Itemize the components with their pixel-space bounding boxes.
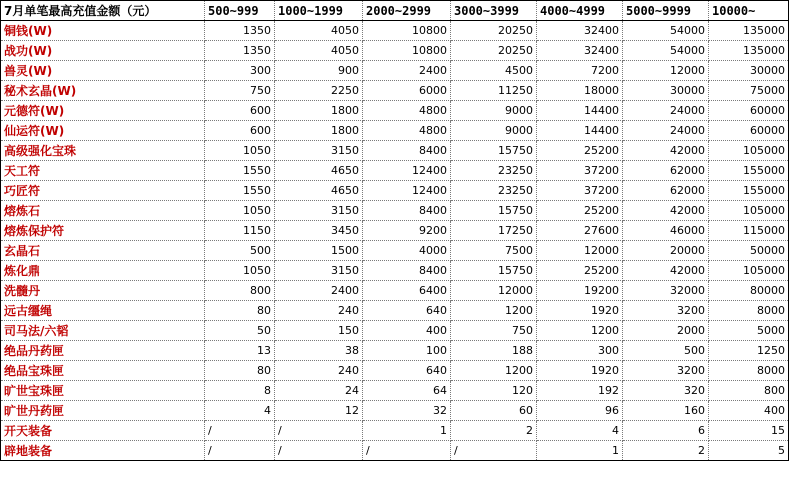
- value-cell[interactable]: 750: [451, 321, 537, 341]
- value-cell[interactable]: 9200: [363, 221, 451, 241]
- value-cell[interactable]: 1350: [205, 21, 275, 41]
- value-cell[interactable]: 4500: [451, 61, 537, 81]
- value-cell[interactable]: 800: [709, 381, 789, 401]
- item-name-cell[interactable]: 秘术玄晶(W): [1, 81, 205, 101]
- value-cell[interactable]: 25200: [537, 201, 623, 221]
- value-cell[interactable]: 6400: [363, 281, 451, 301]
- value-cell[interactable]: 25200: [537, 141, 623, 161]
- value-cell[interactable]: 24: [275, 381, 363, 401]
- value-cell[interactable]: 15750: [451, 201, 537, 221]
- value-cell[interactable]: 80: [205, 301, 275, 321]
- value-cell[interactable]: 4050: [275, 21, 363, 41]
- value-cell[interactable]: 32400: [537, 21, 623, 41]
- value-cell[interactable]: 96: [537, 401, 623, 421]
- value-cell[interactable]: 240: [275, 301, 363, 321]
- table-row: [1, 381, 789, 401]
- value-cell[interactable]: 10800: [363, 21, 451, 41]
- value-cell[interactable]: 640: [363, 301, 451, 321]
- value-cell[interactable]: 3200: [623, 361, 709, 381]
- value-cell[interactable]: 600: [205, 121, 275, 141]
- value-cell[interactable]: 5000: [709, 321, 789, 341]
- value-cell[interactable]: 14400: [537, 101, 623, 121]
- value-cell[interactable]: 1550: [205, 161, 275, 181]
- value-cell[interactable]: 2000: [623, 321, 709, 341]
- value-cell[interactable]: 500: [623, 341, 709, 361]
- value-cell[interactable]: 155000: [709, 161, 789, 181]
- value-cell[interactable]: 188: [451, 341, 537, 361]
- value-cell[interactable]: 1: [363, 421, 451, 441]
- value-cell[interactable]: 115000: [709, 221, 789, 241]
- table-row: [1, 81, 789, 101]
- value-cell[interactable]: 37200: [537, 181, 623, 201]
- value-cell[interactable]: 400: [363, 321, 451, 341]
- value-cell[interactable]: 15750: [451, 141, 537, 161]
- value-cell[interactable]: 192: [537, 381, 623, 401]
- item-name-cell[interactable]: 绝品丹药匣: [1, 341, 205, 361]
- value-cell[interactable]: 60: [451, 401, 537, 421]
- table-row: [1, 281, 789, 301]
- table-row: [1, 121, 789, 141]
- value-cell[interactable]: 13: [205, 341, 275, 361]
- value-cell[interactable]: 12400: [363, 181, 451, 201]
- value-cell[interactable]: 3200: [623, 301, 709, 321]
- value-cell[interactable]: 105000: [709, 261, 789, 281]
- value-cell[interactable]: 7500: [451, 241, 537, 261]
- value-cell[interactable]: 400: [709, 401, 789, 421]
- value-cell[interactable]: 12400: [363, 161, 451, 181]
- table-row: [1, 261, 789, 281]
- value-cell[interactable]: 62000: [623, 181, 709, 201]
- header-cell[interactable]: 500~999: [205, 1, 275, 21]
- value-cell[interactable]: 42000: [623, 141, 709, 161]
- value-cell[interactable]: 12000: [623, 61, 709, 81]
- value-cell[interactable]: 1050: [205, 201, 275, 221]
- item-name-cell[interactable]: 元德符(W): [1, 101, 205, 121]
- value-cell[interactable]: 320: [623, 381, 709, 401]
- table-body: [1, 21, 789, 461]
- header-cell[interactable]: 10000~: [709, 1, 789, 21]
- item-name-cell[interactable]: 绝品宝珠匣: [1, 361, 205, 381]
- value-cell[interactable]: 160: [623, 401, 709, 421]
- value-cell[interactable]: 38: [275, 341, 363, 361]
- table-row: [1, 221, 789, 241]
- value-cell[interactable]: 3150: [275, 201, 363, 221]
- value-cell[interactable]: 2: [623, 441, 709, 461]
- header-cell[interactable]: 7月单笔最高充值金额（元）: [1, 1, 205, 21]
- table-row: [1, 421, 789, 441]
- value-cell[interactable]: 7200: [537, 61, 623, 81]
- value-cell[interactable]: 9000: [451, 101, 537, 121]
- value-cell[interactable]: 6000: [363, 81, 451, 101]
- value-cell[interactable]: 75000: [709, 81, 789, 101]
- header-cell[interactable]: 1000~1999: [275, 1, 363, 21]
- table-row: [1, 201, 789, 221]
- value-cell[interactable]: 900: [275, 61, 363, 81]
- value-cell[interactable]: 27600: [537, 221, 623, 241]
- value-cell[interactable]: 1: [537, 441, 623, 461]
- value-cell[interactable]: 4800: [363, 101, 451, 121]
- item-name-cell[interactable]: 炼化鼎: [1, 261, 205, 281]
- value-cell[interactable]: 8400: [363, 261, 451, 281]
- value-cell[interactable]: 10800: [363, 41, 451, 61]
- value-cell[interactable]: 32400: [537, 41, 623, 61]
- value-cell[interactable]: 80000: [709, 281, 789, 301]
- item-name-cell[interactable]: 旷世宝珠匣: [1, 381, 205, 401]
- item-name-cell[interactable]: 辟地装备: [1, 441, 205, 461]
- value-cell[interactable]: 750: [205, 81, 275, 101]
- value-cell[interactable]: 4650: [275, 181, 363, 201]
- table-row: [1, 181, 789, 201]
- value-cell[interactable]: 23250: [451, 181, 537, 201]
- value-cell[interactable]: /: [451, 441, 537, 461]
- table-row: [1, 441, 789, 461]
- value-cell[interactable]: 155000: [709, 181, 789, 201]
- value-cell[interactable]: 1920: [537, 301, 623, 321]
- header-cell[interactable]: 4000~4999: [537, 1, 623, 21]
- value-cell[interactable]: 6: [623, 421, 709, 441]
- value-cell[interactable]: 17250: [451, 221, 537, 241]
- value-cell[interactable]: 11250: [451, 81, 537, 101]
- header-cell[interactable]: 5000~9999: [623, 1, 709, 21]
- table-row: [1, 161, 789, 181]
- item-name-cell[interactable]: 熔炼保护符: [1, 221, 205, 241]
- table-row: [1, 61, 789, 81]
- value-cell[interactable]: 54000: [623, 41, 709, 61]
- value-cell[interactable]: 105000: [709, 141, 789, 161]
- value-cell[interactable]: 8400: [363, 141, 451, 161]
- item-name-cell[interactable]: 玄晶石: [1, 241, 205, 261]
- value-cell[interactable]: 135000: [709, 21, 789, 41]
- value-cell[interactable]: /: [275, 421, 363, 441]
- value-cell[interactable]: 32000: [623, 281, 709, 301]
- value-cell[interactable]: 8400: [363, 201, 451, 221]
- value-cell[interactable]: /: [363, 441, 451, 461]
- value-cell[interactable]: 2400: [363, 61, 451, 81]
- value-cell[interactable]: 300: [537, 341, 623, 361]
- value-cell[interactable]: 240: [275, 361, 363, 381]
- value-cell[interactable]: 12: [275, 401, 363, 421]
- value-cell[interactable]: 1250: [709, 341, 789, 361]
- value-cell[interactable]: 4050: [275, 41, 363, 61]
- value-cell[interactable]: 4: [537, 421, 623, 441]
- header-cell[interactable]: 2000~2999: [363, 1, 451, 21]
- value-cell[interactable]: 18000: [537, 81, 623, 101]
- table-row: [1, 241, 789, 261]
- item-name-cell[interactable]: 旷世丹药匣: [1, 401, 205, 421]
- item-name-cell[interactable]: 高级强化宝珠: [1, 141, 205, 161]
- value-cell[interactable]: 5: [709, 441, 789, 461]
- value-cell[interactable]: 14400: [537, 121, 623, 141]
- value-cell[interactable]: 60000: [709, 101, 789, 121]
- value-cell[interactable]: 120: [451, 381, 537, 401]
- value-cell[interactable]: 20250: [451, 21, 537, 41]
- table-row: [1, 141, 789, 161]
- item-name-cell[interactable]: 司马法/六韬: [1, 321, 205, 341]
- value-cell[interactable]: 105000: [709, 201, 789, 221]
- value-cell[interactable]: 15750: [451, 261, 537, 281]
- value-cell[interactable]: 4: [205, 401, 275, 421]
- value-cell[interactable]: 600: [205, 101, 275, 121]
- item-name-cell[interactable]: 熔炼石: [1, 201, 205, 221]
- value-cell[interactable]: 135000: [709, 41, 789, 61]
- value-cell[interactable]: /: [275, 441, 363, 461]
- value-cell[interactable]: 1050: [205, 261, 275, 281]
- value-cell[interactable]: 2250: [275, 81, 363, 101]
- value-cell[interactable]: 23250: [451, 161, 537, 181]
- value-cell[interactable]: 54000: [623, 21, 709, 41]
- value-cell[interactable]: 19200: [537, 281, 623, 301]
- value-cell[interactable]: 32: [363, 401, 451, 421]
- value-cell[interactable]: 800: [205, 281, 275, 301]
- table-row: [1, 361, 789, 381]
- value-cell[interactable]: 3150: [275, 261, 363, 281]
- value-cell[interactable]: 50: [205, 321, 275, 341]
- value-cell[interactable]: 30000: [623, 81, 709, 101]
- value-cell[interactable]: 80: [205, 361, 275, 381]
- table-row: [1, 321, 789, 341]
- value-cell[interactable]: 8000: [709, 361, 789, 381]
- item-name-cell[interactable]: 开天装备: [1, 421, 205, 441]
- value-cell[interactable]: 46000: [623, 221, 709, 241]
- value-cell[interactable]: 1550: [205, 181, 275, 201]
- value-cell[interactable]: /: [205, 421, 275, 441]
- value-cell[interactable]: 42000: [623, 201, 709, 221]
- item-name-cell[interactable]: 巧匠符: [1, 181, 205, 201]
- value-cell[interactable]: 4650: [275, 161, 363, 181]
- value-cell[interactable]: 60000: [709, 121, 789, 141]
- table-row: [1, 341, 789, 361]
- value-cell[interactable]: 64: [363, 381, 451, 401]
- table-row: [1, 101, 789, 121]
- value-cell[interactable]: 25200: [537, 261, 623, 281]
- value-cell[interactable]: 2400: [275, 281, 363, 301]
- value-cell[interactable]: 640: [363, 361, 451, 381]
- value-cell[interactable]: 3150: [275, 141, 363, 161]
- value-cell[interactable]: 4000: [363, 241, 451, 261]
- value-cell[interactable]: 1200: [451, 301, 537, 321]
- value-cell[interactable]: 12000: [537, 241, 623, 261]
- value-cell[interactable]: 24000: [623, 121, 709, 141]
- value-cell[interactable]: 1050: [205, 141, 275, 161]
- value-cell[interactable]: 8: [205, 381, 275, 401]
- value-cell[interactable]: 1500: [275, 241, 363, 261]
- value-cell[interactable]: 12000: [451, 281, 537, 301]
- table-row: [1, 21, 789, 41]
- value-cell[interactable]: 9000: [451, 121, 537, 141]
- value-cell[interactable]: 37200: [537, 161, 623, 181]
- value-cell[interactable]: 42000: [623, 261, 709, 281]
- value-cell[interactable]: 3450: [275, 221, 363, 241]
- table-row: [1, 301, 789, 321]
- value-cell[interactable]: 150: [275, 321, 363, 341]
- value-cell[interactable]: 1150: [205, 221, 275, 241]
- table-row: [1, 41, 789, 61]
- value-cell[interactable]: 20250: [451, 41, 537, 61]
- value-cell[interactable]: 20000: [623, 241, 709, 261]
- header-row: [1, 1, 789, 21]
- value-cell[interactable]: 1200: [451, 361, 537, 381]
- item-name-cell[interactable]: 战功(W): [1, 41, 205, 61]
- value-cell[interactable]: 1800: [275, 121, 363, 141]
- value-cell[interactable]: 1350: [205, 41, 275, 61]
- value-cell[interactable]: 1800: [275, 101, 363, 121]
- value-cell[interactable]: 500: [205, 241, 275, 261]
- value-cell[interactable]: 62000: [623, 161, 709, 181]
- value-cell[interactable]: 300: [205, 61, 275, 81]
- value-cell[interactable]: 1920: [537, 361, 623, 381]
- value-cell[interactable]: 8000: [709, 301, 789, 321]
- item-name-cell[interactable]: 仙运符(W): [1, 121, 205, 141]
- value-cell[interactable]: /: [205, 441, 275, 461]
- item-name-cell[interactable]: 兽灵(W): [1, 61, 205, 81]
- value-cell[interactable]: 50000: [709, 241, 789, 261]
- value-cell[interactable]: 15: [709, 421, 789, 441]
- value-cell[interactable]: 30000: [709, 61, 789, 81]
- item-name-cell[interactable]: 铜钱(W): [1, 21, 205, 41]
- value-cell[interactable]: 1200: [537, 321, 623, 341]
- item-name-cell[interactable]: 洗髓丹: [1, 281, 205, 301]
- value-cell[interactable]: 2: [451, 421, 537, 441]
- value-cell[interactable]: 4800: [363, 121, 451, 141]
- item-name-cell[interactable]: 远古缰绳: [1, 301, 205, 321]
- table-row: [1, 401, 789, 421]
- item-name-cell[interactable]: 天工符: [1, 161, 205, 181]
- value-cell[interactable]: 24000: [623, 101, 709, 121]
- header-cell[interactable]: 3000~3999: [451, 1, 537, 21]
- value-cell[interactable]: 100: [363, 341, 451, 361]
